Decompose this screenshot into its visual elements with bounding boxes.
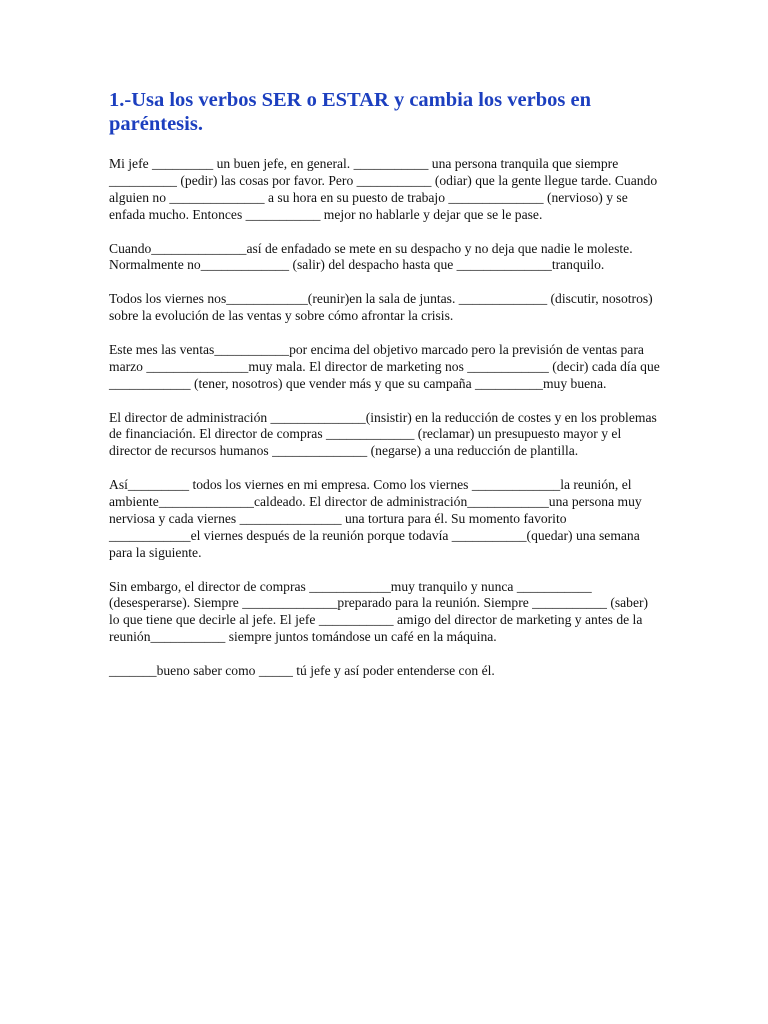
document-page [109,88,661,697]
paragraph-5: El director de administración ______________(insistir) en la reducción de costes y en los problemas de financiación. El director de compras _____________ (reclamar) un presupuesto mayor y el director de recursos humanos ______________ (negarse) a una reducción de plantilla. [109,409,657,459]
paragraph-1: Mi jefe _________ un buen jefe, en general. ___________ una persona tranquila que siempre __________ (pedir) las cosas por favor. Pero ___________ (odiar) que la gente llegue tarde. Cuando alguien no ______________ a su hora en su puesto de trabajo ______________ (nervioso) y se enfada mucho. Entonces ___________ mejor no hablarle y dejar que se le pase. [109,156,658,222]
paragraph-8: _______bueno saber como _____ tú jefe y así poder entenderse con él. [109,663,495,679]
paragraph-7: Sin embargo, el director de compras ____________muy tranquilo y nunca ___________ (desesperarse). Siempre ______________preparado para la reunión. Siempre ___________ (saber) lo que tiene que decirle al jefe. El jefe ___________ amigo del director de marketing y antes de la reunión___________ siempre juntos tomándose un café en la máquina. [109,578,649,645]
paragraph-3: Todos los viernes nos____________(reunir)en la sala de juntas. _____________ (discutir, nosotros) sobre la evolución de las ventas y sobre cómo afrontar la crisis. [109,291,653,324]
paragraph-6: Así_________ todos los viernes en mi empresa. Como los viernes _____________la reunión, el ambiente______________caldeado. El director de administración____________una persona muy nerviosa y cada viernes _______________ una tortura para él. Su momento favorito ____________el viernes después de la reunión porque todavía ___________(quedar) una semana para la siguiente. [109,477,642,560]
paragraph-2: Cuando______________así de enfadado se mete en su despacho y no deja que nadie le moleste. Normalmente no_____________ (salir) del despacho hasta que ______________tranquilo. [109,240,633,273]
paragraph-4: Este mes las ventas___________por encima del objetivo marcado pero la previsión de ventas para marzo _______________muy mala. El director de marketing nos ____________ (decir) cada día que ____________ (tener, nosotros) que vender más y que su campaña __________muy buena. [109,341,660,391]
exercise-title: 1.-Usa los verbos SER o ESTAR y cambia los verbos en paréntesis. [109,89,591,135]
